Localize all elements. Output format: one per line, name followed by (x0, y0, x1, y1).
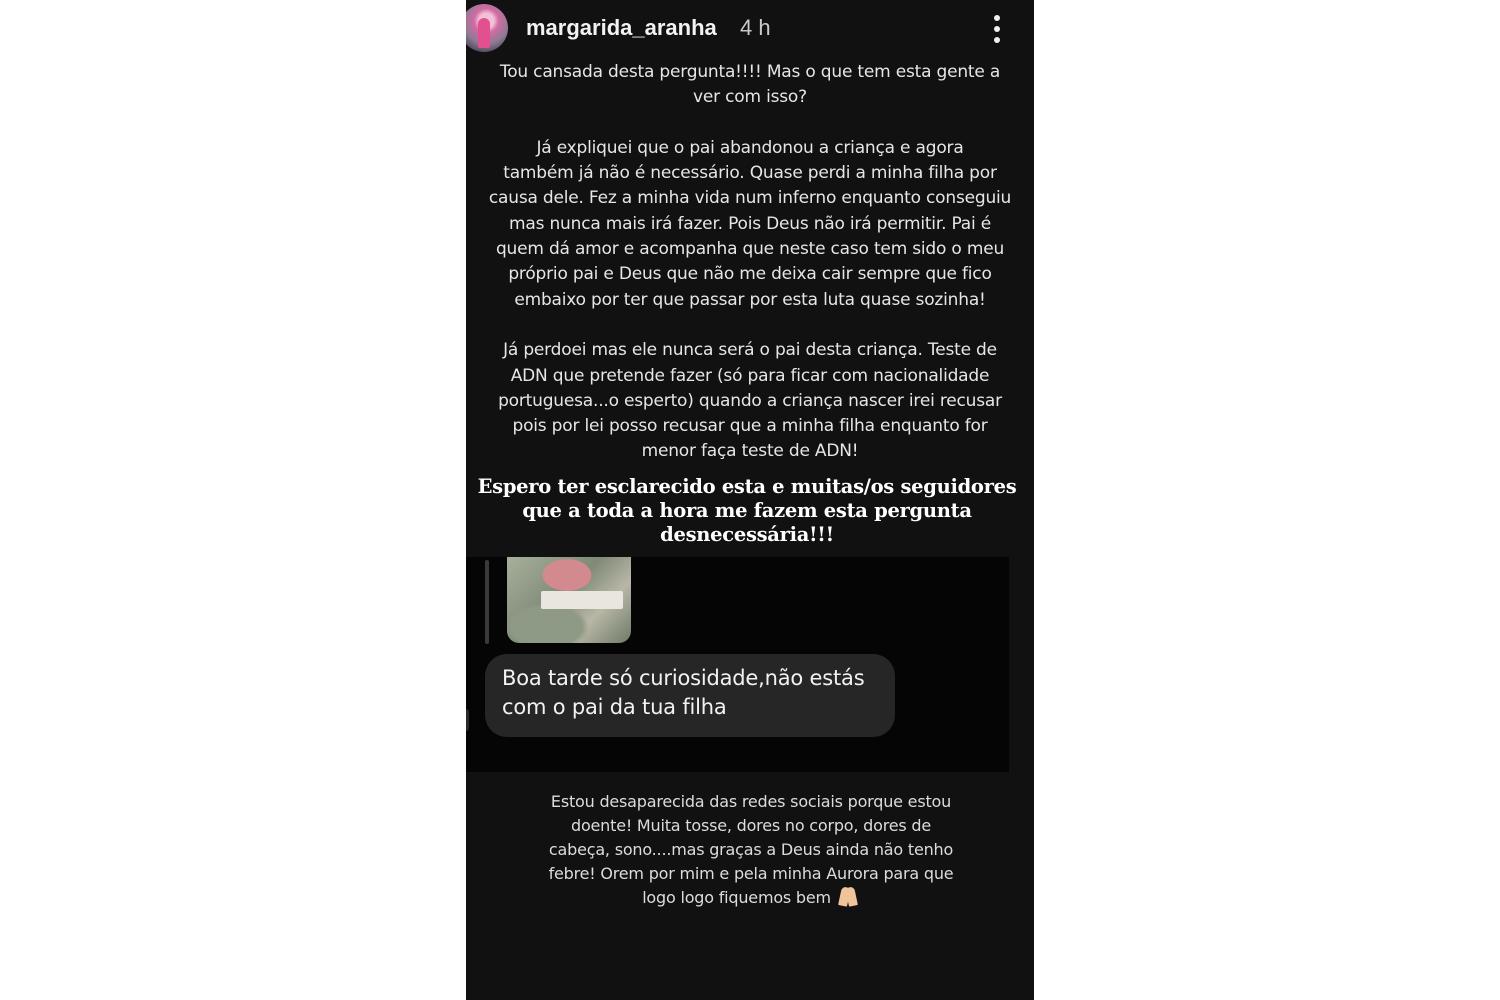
post-time: 4 h (740, 15, 771, 40)
story-text-bold: Espero ter esclarecido esta e muitas/os seguidores que a toda a hora me fazem esta pergunta desnecessária!!! (477, 475, 1017, 547)
shared-chat-screenshot (466, 557, 1009, 772)
story-text-footer (467, 790, 1034, 910)
replied-story-thumbnail (507, 557, 631, 643)
message-text: Boa tarde só curiosidade,não estás com o pai da tua filha (502, 666, 865, 719)
story-text-main: Tou cansada desta pergunta!!!! Mas o que tem esta gente a ver com isso? Já expliquei que o pai abandonou a criança e agora também já não é necessário. Quase perdi a minha filha por causa dele. Fez a minha vida num inferno enquanto conseguiu mas nunca mais irá fazer. Pois Deus não irá permitir. Pai é quem dá amor e acompanha que neste caso tem sido o meu próprio pai e Deus que não me deixa cair sempre que fico embaixo por ter que passar por esta luta quase sozinha! Já perdoei mas ele nunca será o pai desta criança. Teste de ADN que pretende fazer (só para ficar com nacionalidade portuguesa...o esperto) quando a criança nascer irei recusar pois por lei posso recusar que a minha filha enquanto for menor faça teste de ADN! (488, 62, 1012, 462)
avatar-figure (478, 18, 490, 48)
folded-hands-emoji (836, 886, 860, 906)
username[interactable]: margarida_aranha (526, 15, 717, 40)
thumbnail-sticker (541, 591, 623, 609)
footer-text: Estou desaparecida das redes sociais porque estou doente! Muita tosse, dores no corpo, dores de cabeça, sono....mas graças a Deus ainda não tenho febre! Orem por mim e pela minha Aurora para que logo logo fiquemos bem (548, 792, 954, 907)
story-header (466, 0, 1034, 58)
more-vertical-icon[interactable] (982, 12, 1012, 46)
reply-indicator-bar (485, 560, 489, 644)
user-avatar[interactable] (466, 4, 508, 52)
message-bubble (485, 654, 895, 737)
chat-avatar-edge (466, 709, 469, 731)
story-viewer[interactable] (466, 0, 1034, 1000)
